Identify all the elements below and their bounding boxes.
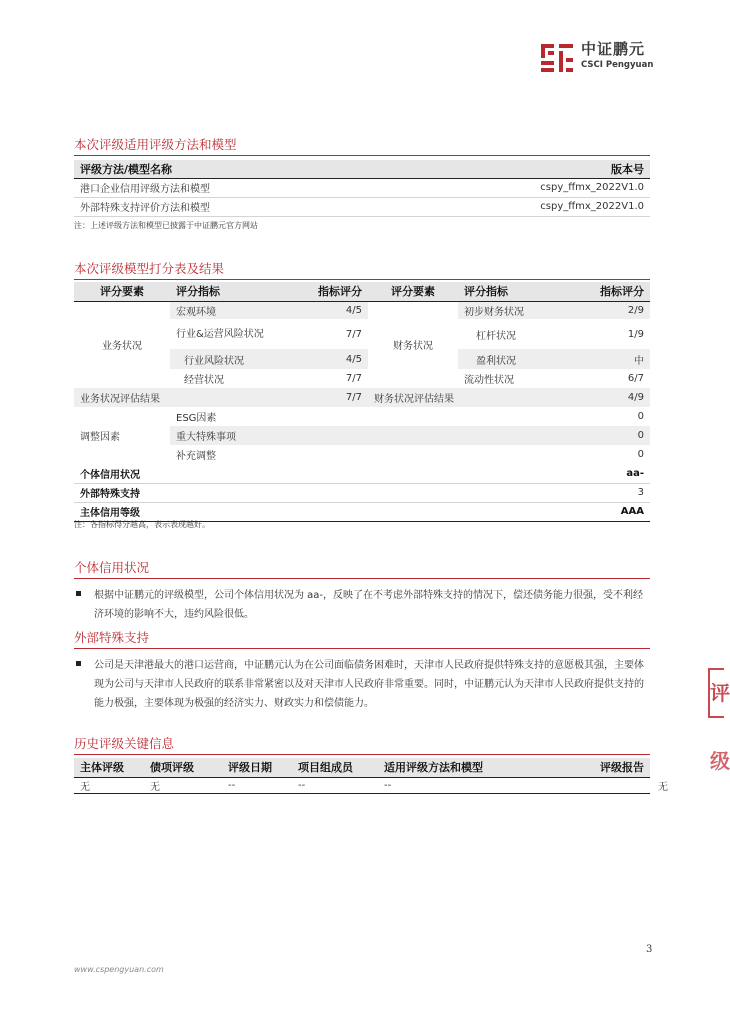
stamp-char: 级 (710, 749, 730, 773)
table-row (74, 407, 650, 426)
method-name: 港口企业信用评级方法和模型 (74, 178, 391, 197)
score-indicator: 盈利状况 (458, 349, 570, 369)
score-indicator: 宏观环境 (170, 301, 298, 319)
score-value: 中 (570, 349, 650, 369)
footer-url: www.cspengyuan.com (74, 965, 164, 974)
scorecard-section-title: 本次评级模型打分表及结果 (74, 262, 650, 280)
method-name: 外部特殊支持评价方法和模型 (74, 197, 391, 216)
score-indicator: 行业&运营风险状况 (176, 328, 264, 340)
score-indicator: 流动性状况 (464, 375, 514, 386)
history-cell: -- (228, 779, 236, 791)
adjust-item: 重大特殊事项 (170, 426, 570, 445)
adjust-value: 0 (570, 426, 650, 445)
adjust-group-label: 调整因素 (80, 432, 120, 443)
history-section-title: 历史评级关键信息 (74, 737, 650, 755)
bullet-icon (76, 661, 81, 666)
history-cell: -- (298, 779, 306, 791)
history-header-team: 项目组成员 (292, 758, 378, 777)
business-group-label: 业务状况 (102, 341, 142, 353)
history-header-issuer: 主体评级 (74, 758, 144, 777)
scorecard-note: 注：各指标得分越高，表示表现越好。 (74, 520, 210, 529)
summary-value: 3 (570, 483, 650, 502)
history-header-method: 适用评级方法和模型 (378, 758, 578, 777)
external-section-title: 外部特殊支持 (74, 631, 650, 649)
summary-label: 个体信用状况 (74, 464, 570, 483)
methods-note: 注：上述评级方法和模型已披露于中证鹏元官方网站 (74, 221, 258, 230)
summary-value: AAA (620, 506, 644, 517)
summary-label: 外部特殊支持 (74, 483, 570, 502)
history-cell: -- (384, 779, 392, 791)
table-row (74, 197, 650, 216)
individual-paragraph (74, 586, 650, 624)
score-value: 4/5 (298, 349, 368, 369)
logo-mark-icon (539, 41, 575, 75)
adjust-item: ESG因素 (176, 413, 217, 424)
adjust-item: 补充调整 (176, 451, 216, 462)
table-row (74, 301, 650, 319)
score-value: 2/9 (570, 301, 650, 319)
score-value: 7/7 (345, 373, 362, 384)
score-header-score-right: 指标评分 (570, 282, 650, 301)
table-row (74, 777, 650, 793)
method-version: cspy_ffmx_2022V1.0 (391, 178, 650, 197)
financial-result-score: 4/9 (570, 388, 650, 407)
score-header-factor-right: 评分要素 (368, 282, 458, 301)
methods-header-name: 评级方法/模型名称 (74, 160, 391, 178)
financial-result-label: 财务状况评估结果 (368, 388, 570, 407)
summary-label: 主体信用等级 (80, 508, 140, 519)
score-indicator: 初步财务状况 (458, 301, 570, 319)
score-value: 1/9 (627, 328, 644, 340)
individual-section-title: 个体信用状况 (74, 561, 650, 579)
history-cell: 无 (80, 781, 90, 793)
bullet-icon (76, 591, 81, 596)
score-header-indicator-right: 评分指标 (458, 282, 570, 301)
table-row (74, 178, 650, 197)
external-text: 公司是天津港最大的港口运营商，中证鹏元认为在公司面临债务困难时，天津市人民政府提供特殊支持的意愿极其强，主要体现为公司与天津市人民政府的联系非常紧密以及对天津市人民政府非常重要。同时，中证鹏元认为天津市人民政府提供支持的能力极强，主要体现为极强的经济实力、财政实力和偿债能力。 (94, 660, 644, 709)
table-row (74, 483, 650, 502)
score-value: 4/5 (298, 301, 368, 319)
table-row (74, 464, 650, 483)
methods-table (74, 160, 650, 217)
business-result-score: 7/7 (298, 388, 368, 407)
adjust-value: 0 (637, 449, 644, 460)
financial-group-label: 财务状况 (393, 341, 433, 353)
seal-stamp-top (708, 668, 730, 718)
history-header-date: 评级日期 (222, 758, 292, 777)
stamp-char: 评 (710, 681, 730, 705)
logo-english-name: CSCI Pengyuan (581, 60, 654, 70)
company-logo (539, 41, 679, 75)
seal-stamp-bottom (710, 748, 730, 804)
summary-value: aa- (570, 464, 650, 483)
history-cell: 无 (150, 781, 160, 793)
score-header-indicator-left: 评分指标 (170, 282, 298, 301)
page-number: 3 (646, 944, 653, 955)
score-indicator: 杠杆状况 (476, 330, 516, 342)
score-value: 7/7 (345, 328, 362, 340)
history-table (74, 758, 668, 794)
score-indicator: 经营状况 (184, 375, 224, 386)
external-paragraph (74, 656, 650, 713)
individual-text: 根据中证鹏元的评级模型，公司个体信用状况为 aa-，反映了在不考虑外部特殊支持的情况下，偿还债务能力很强，受不利经济环境的影响不大，违约风险很低。 (94, 590, 644, 620)
business-result-label: 业务状况评估结果 (74, 388, 298, 407)
history-header-report: 评级报告 (578, 758, 650, 777)
score-value: 6/7 (627, 373, 644, 384)
history-header-issue: 债项评级 (144, 758, 222, 777)
history-cell: 无 (658, 781, 668, 793)
adjust-value: 0 (637, 411, 644, 422)
method-version: cspy_ffmx_2022V1.0 (391, 197, 650, 216)
score-header-factor-left: 评分要素 (74, 282, 170, 301)
methods-header-version: 版本号 (391, 160, 650, 178)
scorecard-table (74, 282, 650, 522)
methods-section-title: 本次评级适用评级方法和模型 (74, 138, 650, 156)
table-row (74, 388, 650, 407)
logo-chinese-name: 中证鹏元 (581, 40, 646, 58)
score-indicator: 行业风险状况 (170, 349, 298, 369)
score-header-score-left: 指标评分 (298, 282, 368, 301)
